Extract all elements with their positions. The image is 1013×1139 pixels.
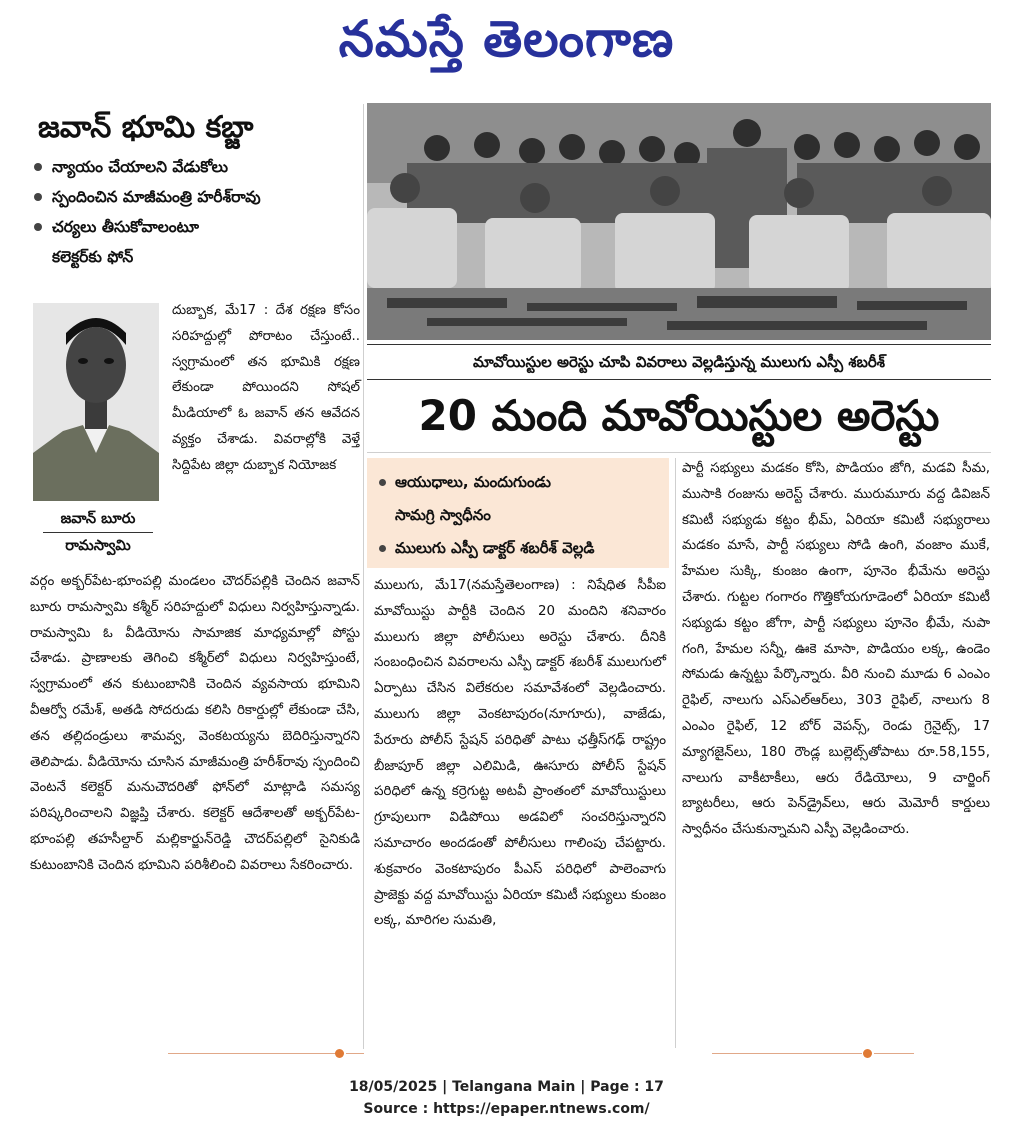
portrait-caption: జవాన్ బూరు రామస్వామి [33,506,163,559]
page-footer [0,1076,1013,1120]
bullet-dot-icon [379,545,386,552]
column-divider-2 [675,458,676,1048]
story1-end-rule-right [346,1053,364,1054]
arrest-photo-caption: మావోయిస్టుల అరెస్టు చూపి వివరాలు వెల్లడిస్తున్న ములుగు ఎస్పీ శబరీశ్ [367,344,991,380]
story1-body-bottom: వర్గం అక్బర్‌పేట-భూంపల్లి మండలం చౌదర్‌పల్లికి చెందిన జవాన్ బూరు రామస్వామి కశ్మీర్ సరిహద్దులో విధులు నిర్వహిస్తున్నాడు. రామస్వామి ఓ వీడియోను సామాజిక మాధ్యమాల్లో పోస్టు చేశాడు. ప్రాణాలకు తెగించి కశ్మీర్‌లో విధులు నిర్వహిస్తుంటే, స్వగ్రామంలో తన కుటుంబానికి చెందిన వ్యవసాయ భూమిని వీఆర్వో రమేశ్, అతడి సోదరుడు కలిసి రికార్డుల్లో లేకుండా చేసి, తన తల్లిదండ్రులు శామవ్వ, వెంకటయ్యను బెదిరిస్తున్నారని తెలిపాడు. వీడియోను చూసిన మాజీమంత్రి హరీశ్‌రావు స్పందించి వెంటనే కలెక్టర్ మనుచౌదరితో ఫోన్‌లో మాట్లాడి సమస్య పరిష్కరించాలని విజ్ఞప్తి చేశారు. కలెక్టర్ ఆదేశాలతో అక్బర్‌పేట-భూంపల్లి తహసీల్దార్ మల్లికార్జున్‌రెడ్డి చౌదర్‌పల్లిలో సైనికుడి కుటుంబానికి చెందిన భూమిని పరిశీలించి వివరాలు సేకరించారు. [30,574,360,873]
story1-end-mark-icon [335,1049,344,1058]
story1-bullets [30,152,360,272]
story2-end-mark-icon [863,1049,872,1058]
bullet-dot-icon [379,479,386,486]
story1-end-rule [168,1053,336,1054]
story2-highlight-box [367,458,669,568]
story1-body-top: దుబ్బాక, మే17 : దేశ రక్షణ కోసం సరిహద్దుల్లో పోరాటం చేస్తుంటే.. స్వగ్రామంలో తన భూమికి రక్షణ లేకుండా పోయిందని సోషల్ మీడియాలో ఓ జవాన్ తన ఆవేదన వ్యక్తం చేశాడు. వివరాల్లోకి వెళ్తే సిద్దిపేట జిల్లా దుబ్బాక నియోజక [172,303,360,473]
footer-edition-info: 18/05/2025 | Telangana Main | Page : 17 [349,1079,664,1095]
story1-header [30,108,360,272]
jawan-portrait-photo [33,303,159,501]
portrait-image [33,303,159,501]
story2-end-rule [712,1053,862,1054]
bullet-dot-icon [34,223,42,231]
newspaper-masthead: నమస్తే తెలంగాణ [338,10,675,68]
story1-bullet: చర్యలు తీసుకోవాలంటూ కలెక్టర్‌కు ఫోన్ [30,212,360,272]
story2-bullets [367,466,669,565]
story2-bullet: ఆయుధాలు, మందుగుండు సామగ్రి స్వాధీనం [367,466,669,532]
bullet-dot-icon [34,193,42,201]
story2-bullet: ములుగు ఎస్పీ డాక్టర్ శబరీశ్ వెల్లడి [367,532,669,565]
story1-bullet: న్యాయం చేయాలని వేడుకోలు [30,152,360,182]
story2-end-rule-right [874,1053,914,1054]
story1-bullet: స్పందించిన మాజీమంత్రి హరీశ్‌రావు [30,182,360,212]
headline-divider [367,452,991,453]
story2-body-col1: ములుగు, మే17(నమస్తేతెలంగాణ) : నిషేధిత సీపీఐ మావోయిస్టు పార్టీకి చెందిన 20 మందిని శనివారం ములుగు జిల్లా పోలీసులు అరెస్టు చేశారు. దీనికి సంబంధించిన వివరాలను ఎస్పీ డాక్టర్ శబరీశ్ ములుగులో ఏర్పాటు చేసిన విలేకరుల సమావేశంలో వెల్లడించారు. ములుగు జిల్లా వెంకటాపురం(నూగూరు), వాజేడు, పేరూరు పోలీస్ స్టేషన్ పరిధితో పాటు ఛత్తీస్‌గఢ్ రాష్ట్రం బీజాపూర్ జిల్లా ఎలిమిడి, ఊసూరు పోలీస్ స్టేషన్ పరిధిలో ఉన్న కర్రెగుట్ట అటవీ ప్రాంతంలో మావోయిస్టులు గ్రూపులుగా విడిపోయి అడవిలో సంచరిస్తున్నారని సమాచారం అందడంతో పోలీసులు గాలింపు చేపట్టారు. శుక్రవారం వెంకటాపురం పీఎస్ పరిధిలో పాలెంవాగు ప్రాజెక్టు వద్ద మావోయిస్టు ఏరియా కమిటీ సభ్యులు కుంజం లక్క, మారిగల సుమతి, [374,578,666,929]
story1-headline: జవాన్ భూమి కబ్జా [38,110,254,145]
maoist-arrest-photo [367,103,991,340]
column-divider [363,104,364,1049]
bullet-dot-icon [34,163,42,171]
group-photo-image [367,103,991,340]
footer-source: Source : https://epaper.ntnews.com/ [363,1101,650,1117]
caption-divider [43,532,153,533]
story2-body-col2: పార్టీ సభ్యులు మడకం కోసి, పొడియం జోగి, మడవి సీమ, ముసాకి రంజును అరెస్ట్ చేశారు. మురుమూరు వద్ద డివిజన్ కమిటీ సభ్యుడు కట్టం భీమ్, ఏరియా కమిటీ సభ్యురాలు మడకం మాసే, పార్టీ సభ్యులు సోడి ఉంగి, వంజాం ముకే, హేమల సుక్కి, కుంజం ఉంగా, పూనెం భీమేను అరెస్టు చేశారు. గుట్టల గంగారం గొత్తికోయగూడెంలో ఏరియా కమిటీ సభ్యుడు కట్టం జోగా, పార్టీ సభ్యులు పూనెం భీమే, నుపా గంగి, హేమల సన్నీ, ఊకె మాసా, పొడియం లక్క, ఉండెం సోమడు ఉన్నట్టు పేర్కొన్నారు. వీరి నుంచి మూడు 6 ఎంఎం రైఫిల్, నాలుగు ఎస్ఎల్ఆర్‌లు, 303 రైఫిల్, నాలుగు 8 ఎంఎం రైఫిల్, 12 బోర్ వెపన్స్, రెండు గ్రెనైట్స్, 17 మ్యాగజైన్‌లు, 180 రౌండ్ల బుల్లెట్స్‌తోపాటు రూ.58,155, నాలుగు వాకీటాకీలు, ఆరు రేడియోలు, 9 చార్జింగ్ బ్యాటరీలు, ఆరు పెన్‌డ్రైవ్‌లు, ఆరు మెమోరీ కార్డులు స్వాధీనం చేసుకున్నామని ఎస్పీ వెల్లడించారు. [682,461,990,838]
story2-headline: 20 మంది మావోయిస్టుల అరెస్టు [418,391,940,440]
